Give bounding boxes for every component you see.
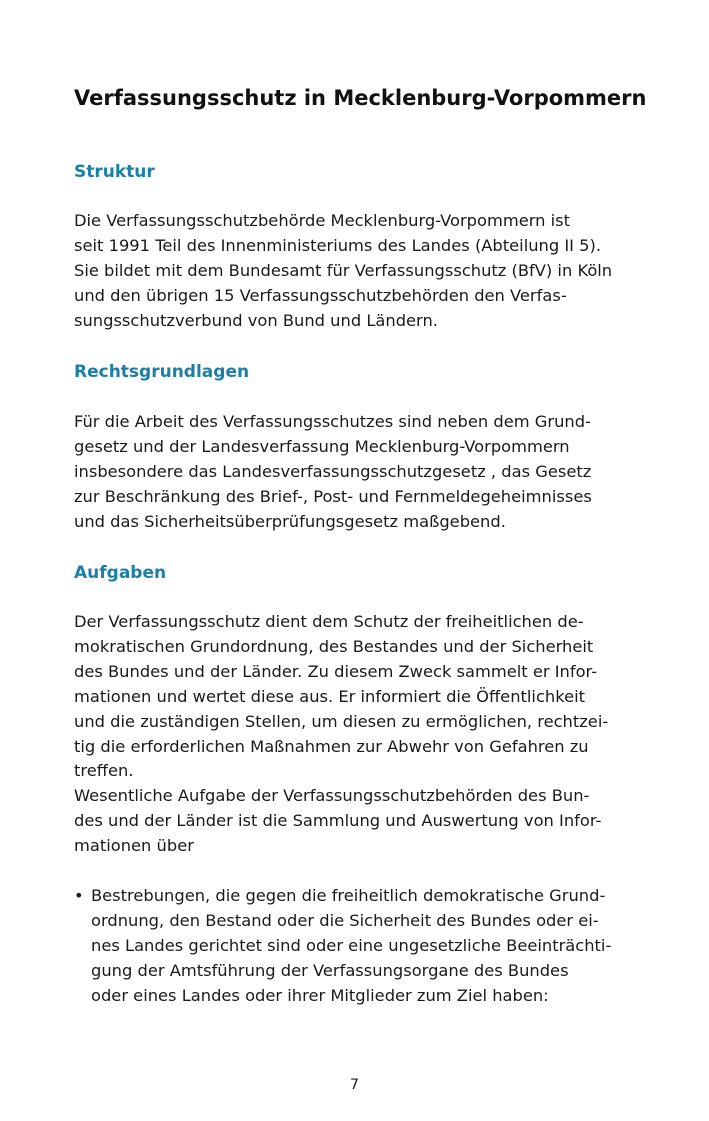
text-line: tig die erforderlichen Maßnahmen zur Abwehr von Gefahren zu [74, 736, 589, 756]
text-line: ordnung, den Bestand oder die Sicherheit des Bundes oder ei- [91, 910, 599, 930]
text-line: des Bundes und der Länder. Zu diesem Zweck sammelt er Infor- [74, 661, 598, 681]
text-line: Bestrebungen, die gegen die freiheitlich demokratische Grund- [91, 886, 606, 905]
section-heading-struktur: Struktur [74, 162, 155, 182]
paragraph-aufgaben [74, 610, 636, 859]
text-line: gung der Amtsführung der Verfassungsorgane des Bundes [91, 960, 569, 980]
page-number: 7 [350, 1077, 359, 1093]
text-line: zur Beschränkung des Brief-, Post- und Fernmeldegeheimnisses [74, 486, 592, 506]
section-heading-rechtsgrundlagen: Rechtsgrundlagen [74, 362, 250, 382]
text-line: Wesentliche Aufgabe der Verfassungsschutzbehörden des Bun- [74, 786, 590, 806]
list-item [74, 884, 636, 1009]
text-line: des und der Länder ist die Sammlung und Auswertung von Infor- [74, 811, 602, 831]
text-line: mokratischen Grundordnung, des Bestandes und der Sicherheit [74, 636, 594, 656]
text-line: Für die Arbeit des Verfassungsschutzes sind neben dem Grund- [74, 412, 591, 431]
text-line: seit 1991 Teil des Innenministeriums des Landes (Abteilung II 5). [74, 235, 602, 255]
text-line: mationen über [74, 836, 194, 856]
text-line: insbesondere das Landesverfassungsschutzgesetz , das Gesetz [74, 461, 592, 481]
text-line: Der Verfassungsschutz dient dem Schutz der freiheitlichen de- [74, 612, 584, 631]
text-line: treffen. [74, 761, 134, 781]
text-line: sungsschutzverbund von Bund und Ländern. [74, 310, 438, 330]
text-line: Die Verfassungsschutzbehörde Mecklenburg-Vorpommern ist [74, 211, 571, 230]
bullet-icon: • [74, 886, 84, 905]
paragraph-rechtsgrundlagen [74, 410, 636, 535]
text-line: mationen und wertet diese aus. Er informiert die Öffentlichkeit [74, 686, 585, 706]
text-line: oder eines Landes oder ihrer Mitglieder zum Ziel haben: [91, 985, 549, 1005]
bullet-list [74, 884, 636, 1009]
page-title: Verfassungsschutz in Mecklenburg-Vorpommern [74, 86, 647, 110]
text-line: gesetz und der Landesverfassung Mecklenburg-Vorpommern [74, 436, 570, 456]
text-line: und die zuständigen Stellen, um diesen zu ermöglichen, rechtzei- [74, 711, 609, 731]
text-line: und den übrigen 15 Verfassungsschutzbehörden den Verfas- [74, 285, 567, 305]
paragraph-struktur [74, 209, 636, 334]
text-line: nes Landes gerichtet sind oder eine ungesetzliche Beeinträchti- [91, 935, 612, 955]
section-heading-aufgaben: Aufgaben [74, 563, 167, 583]
text-line: und das Sicherheitsüberprüfungsgesetz maßgebend. [74, 511, 506, 531]
text-line: Sie bildet mit dem Bundesamt für Verfassungsschutz (BfV) in Köln [74, 260, 613, 280]
